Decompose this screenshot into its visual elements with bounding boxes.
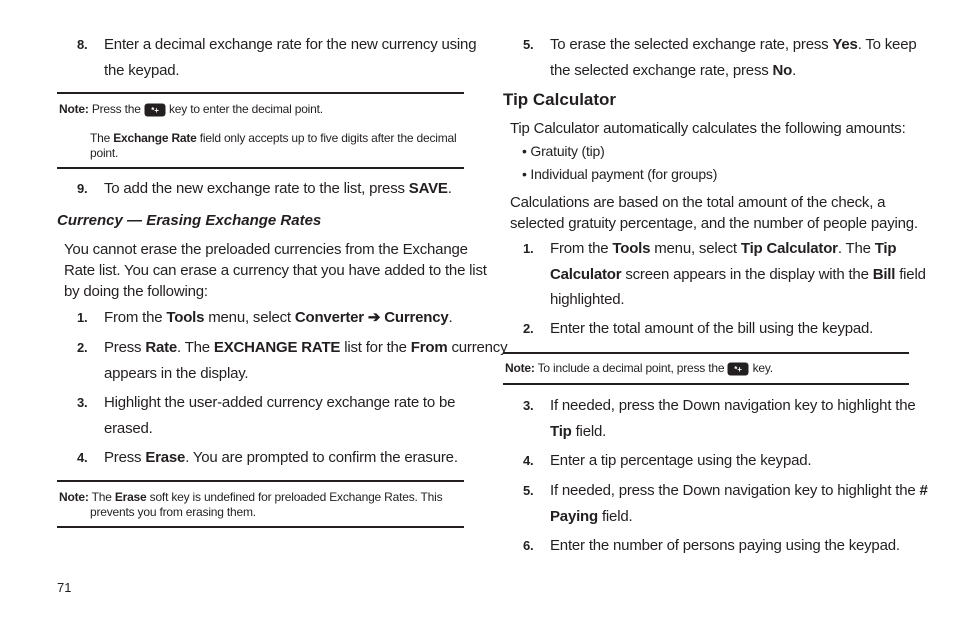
- svg-text:*+: *+: [734, 364, 743, 374]
- step-text: .: [448, 309, 453, 326]
- step-bold-text: Yes: [832, 36, 858, 53]
- note-decimal-point: [57, 92, 464, 169]
- step-bold-text: Calculator: [550, 266, 622, 283]
- page-number: 71: [57, 580, 72, 595]
- step-text: To add the new exchange rate to the list, press: [104, 180, 405, 197]
- section-heading: Tip Calculator: [503, 90, 617, 109]
- step-text: erased.: [104, 420, 153, 437]
- note-text: field only accepts up to five digits after the decimal: [199, 131, 457, 145]
- paragraph-line: by doing the following:: [64, 283, 208, 300]
- step-bold-text: Erase: [145, 449, 186, 466]
- step-number: 3.: [77, 395, 88, 410]
- svg-text:*+: *+: [151, 105, 159, 115]
- bullet-item: • Gratuity (tip): [522, 143, 605, 159]
- step-text: highlighted.: [550, 291, 625, 308]
- paragraph-line: Rate list. You can erase a currency that you have added to the list: [64, 262, 487, 279]
- step-bold-text: SAVE: [408, 180, 448, 197]
- note-text: The: [91, 490, 112, 504]
- note-erase-softkey: [57, 480, 464, 528]
- step-text: list for the: [344, 339, 407, 356]
- section-heading: Currency — Erasing Exchange Rates: [57, 212, 322, 229]
- step-text: .: [792, 62, 797, 79]
- step-number: 3.: [523, 398, 534, 413]
- intro-paragraph: [64, 239, 487, 302]
- step-bold-text: Bill: [872, 266, 896, 283]
- note-text: key.: [752, 361, 773, 375]
- step-text: currency: [451, 339, 508, 356]
- step-bold-text: Tools: [612, 240, 651, 257]
- note-label: Note:: [59, 490, 89, 504]
- step-number: 5.: [523, 483, 534, 498]
- step-text: Enter the total amount of the bill using the keypad.: [550, 320, 874, 337]
- step-text: screen appears in the display with the: [625, 266, 869, 283]
- step-text: If needed, press the Down navigation key to highlight the: [550, 397, 916, 414]
- step-bold-text: Converter ➔ Currency: [294, 309, 449, 326]
- step-number: 9.: [77, 181, 88, 196]
- note-text: point.: [90, 146, 119, 160]
- note-text: prevents you from erasing them.: [90, 505, 256, 519]
- step-text: Press: [104, 339, 142, 356]
- step-bold-text: Tools: [166, 309, 205, 326]
- step-bold-text: Tip: [874, 240, 897, 257]
- step-text: To erase the selected exchange rate, press: [550, 36, 829, 53]
- step-text: If needed, press the Down navigation key to highlight the: [550, 482, 916, 499]
- step-number: 5.: [523, 37, 534, 52]
- note-text: key to enter the decimal point.: [168, 102, 323, 116]
- step-text: . The: [837, 240, 871, 257]
- note-text: Press the: [91, 102, 141, 116]
- step-number: 1.: [523, 241, 534, 256]
- step-text: . You are prompted to confirm the erasure.: [185, 449, 458, 466]
- step-number: 2.: [77, 340, 88, 355]
- step-text: menu, select: [208, 309, 291, 326]
- step-number: 2.: [523, 321, 534, 336]
- step-bold-text: Rate: [145, 339, 178, 356]
- bullet-item: • Individual payment (for groups): [522, 166, 718, 182]
- step-bold-text: Paying: [550, 508, 598, 525]
- step-text: the keypad.: [104, 62, 180, 79]
- step-bold-text: Tip Calculator: [740, 240, 838, 257]
- step-text: appears in the display.: [104, 365, 249, 382]
- step-number: 4.: [523, 453, 534, 468]
- star-shift-key-icon: [144, 103, 166, 117]
- paragraph-line: Calculations are based on the total amount of the check, a: [510, 194, 886, 211]
- step-number: 8.: [77, 37, 88, 52]
- note-text: To include a decimal point, press the: [537, 361, 725, 375]
- step-number: 1.: [77, 310, 88, 325]
- step-text: Enter a tip percentage using the keypad.: [550, 452, 812, 469]
- paragraph-line: You cannot erase the preloaded currencies from the Exchange: [64, 241, 468, 258]
- step-text: From the: [550, 240, 609, 257]
- step-text: Enter a decimal exchange rate for the new currency using: [104, 36, 477, 53]
- calc-paragraph: [510, 192, 918, 234]
- step-text: . To keep: [857, 36, 917, 53]
- step-text: menu, select: [654, 240, 737, 257]
- note-text: soft key is undefined for preloaded Exchange Rates. This: [149, 490, 443, 504]
- note-tip-decimal: [503, 352, 909, 385]
- step-text: field: [899, 266, 926, 283]
- step-bold-text: From: [410, 339, 448, 356]
- note-label: Note:: [59, 102, 89, 116]
- note-bold-text: Erase: [114, 490, 147, 504]
- star-shift-key-icon: [727, 362, 749, 376]
- step-bold-text: Tip: [550, 423, 572, 440]
- step-number: 6.: [523, 538, 534, 553]
- intro-paragraph: Tip Calculator automatically calculates the following amounts:: [510, 120, 906, 137]
- step-text: the selected exchange rate, press: [550, 62, 769, 79]
- note-text: The: [90, 131, 111, 145]
- note-label: Note:: [505, 361, 535, 375]
- step-text: Enter the number of persons paying using the keypad.: [550, 537, 900, 554]
- step-bold-text: No: [772, 62, 793, 79]
- step-text: From the: [104, 309, 163, 326]
- paragraph-line: selected gratuity percentage, and the number of people paying.: [510, 215, 918, 232]
- step-text: . The: [177, 339, 210, 356]
- step-bold-text: EXCHANGE RATE: [213, 339, 341, 356]
- step-number: 4.: [77, 450, 88, 465]
- step-text: field.: [575, 423, 607, 440]
- note-bold-text: Exchange Rate: [113, 131, 197, 145]
- step-text: .: [447, 180, 452, 197]
- step-text: Press: [104, 449, 142, 466]
- step-bold-text: #: [919, 482, 928, 499]
- step-text: field.: [601, 508, 633, 525]
- step-text: Highlight the user-added currency exchange rate to be: [104, 394, 456, 411]
